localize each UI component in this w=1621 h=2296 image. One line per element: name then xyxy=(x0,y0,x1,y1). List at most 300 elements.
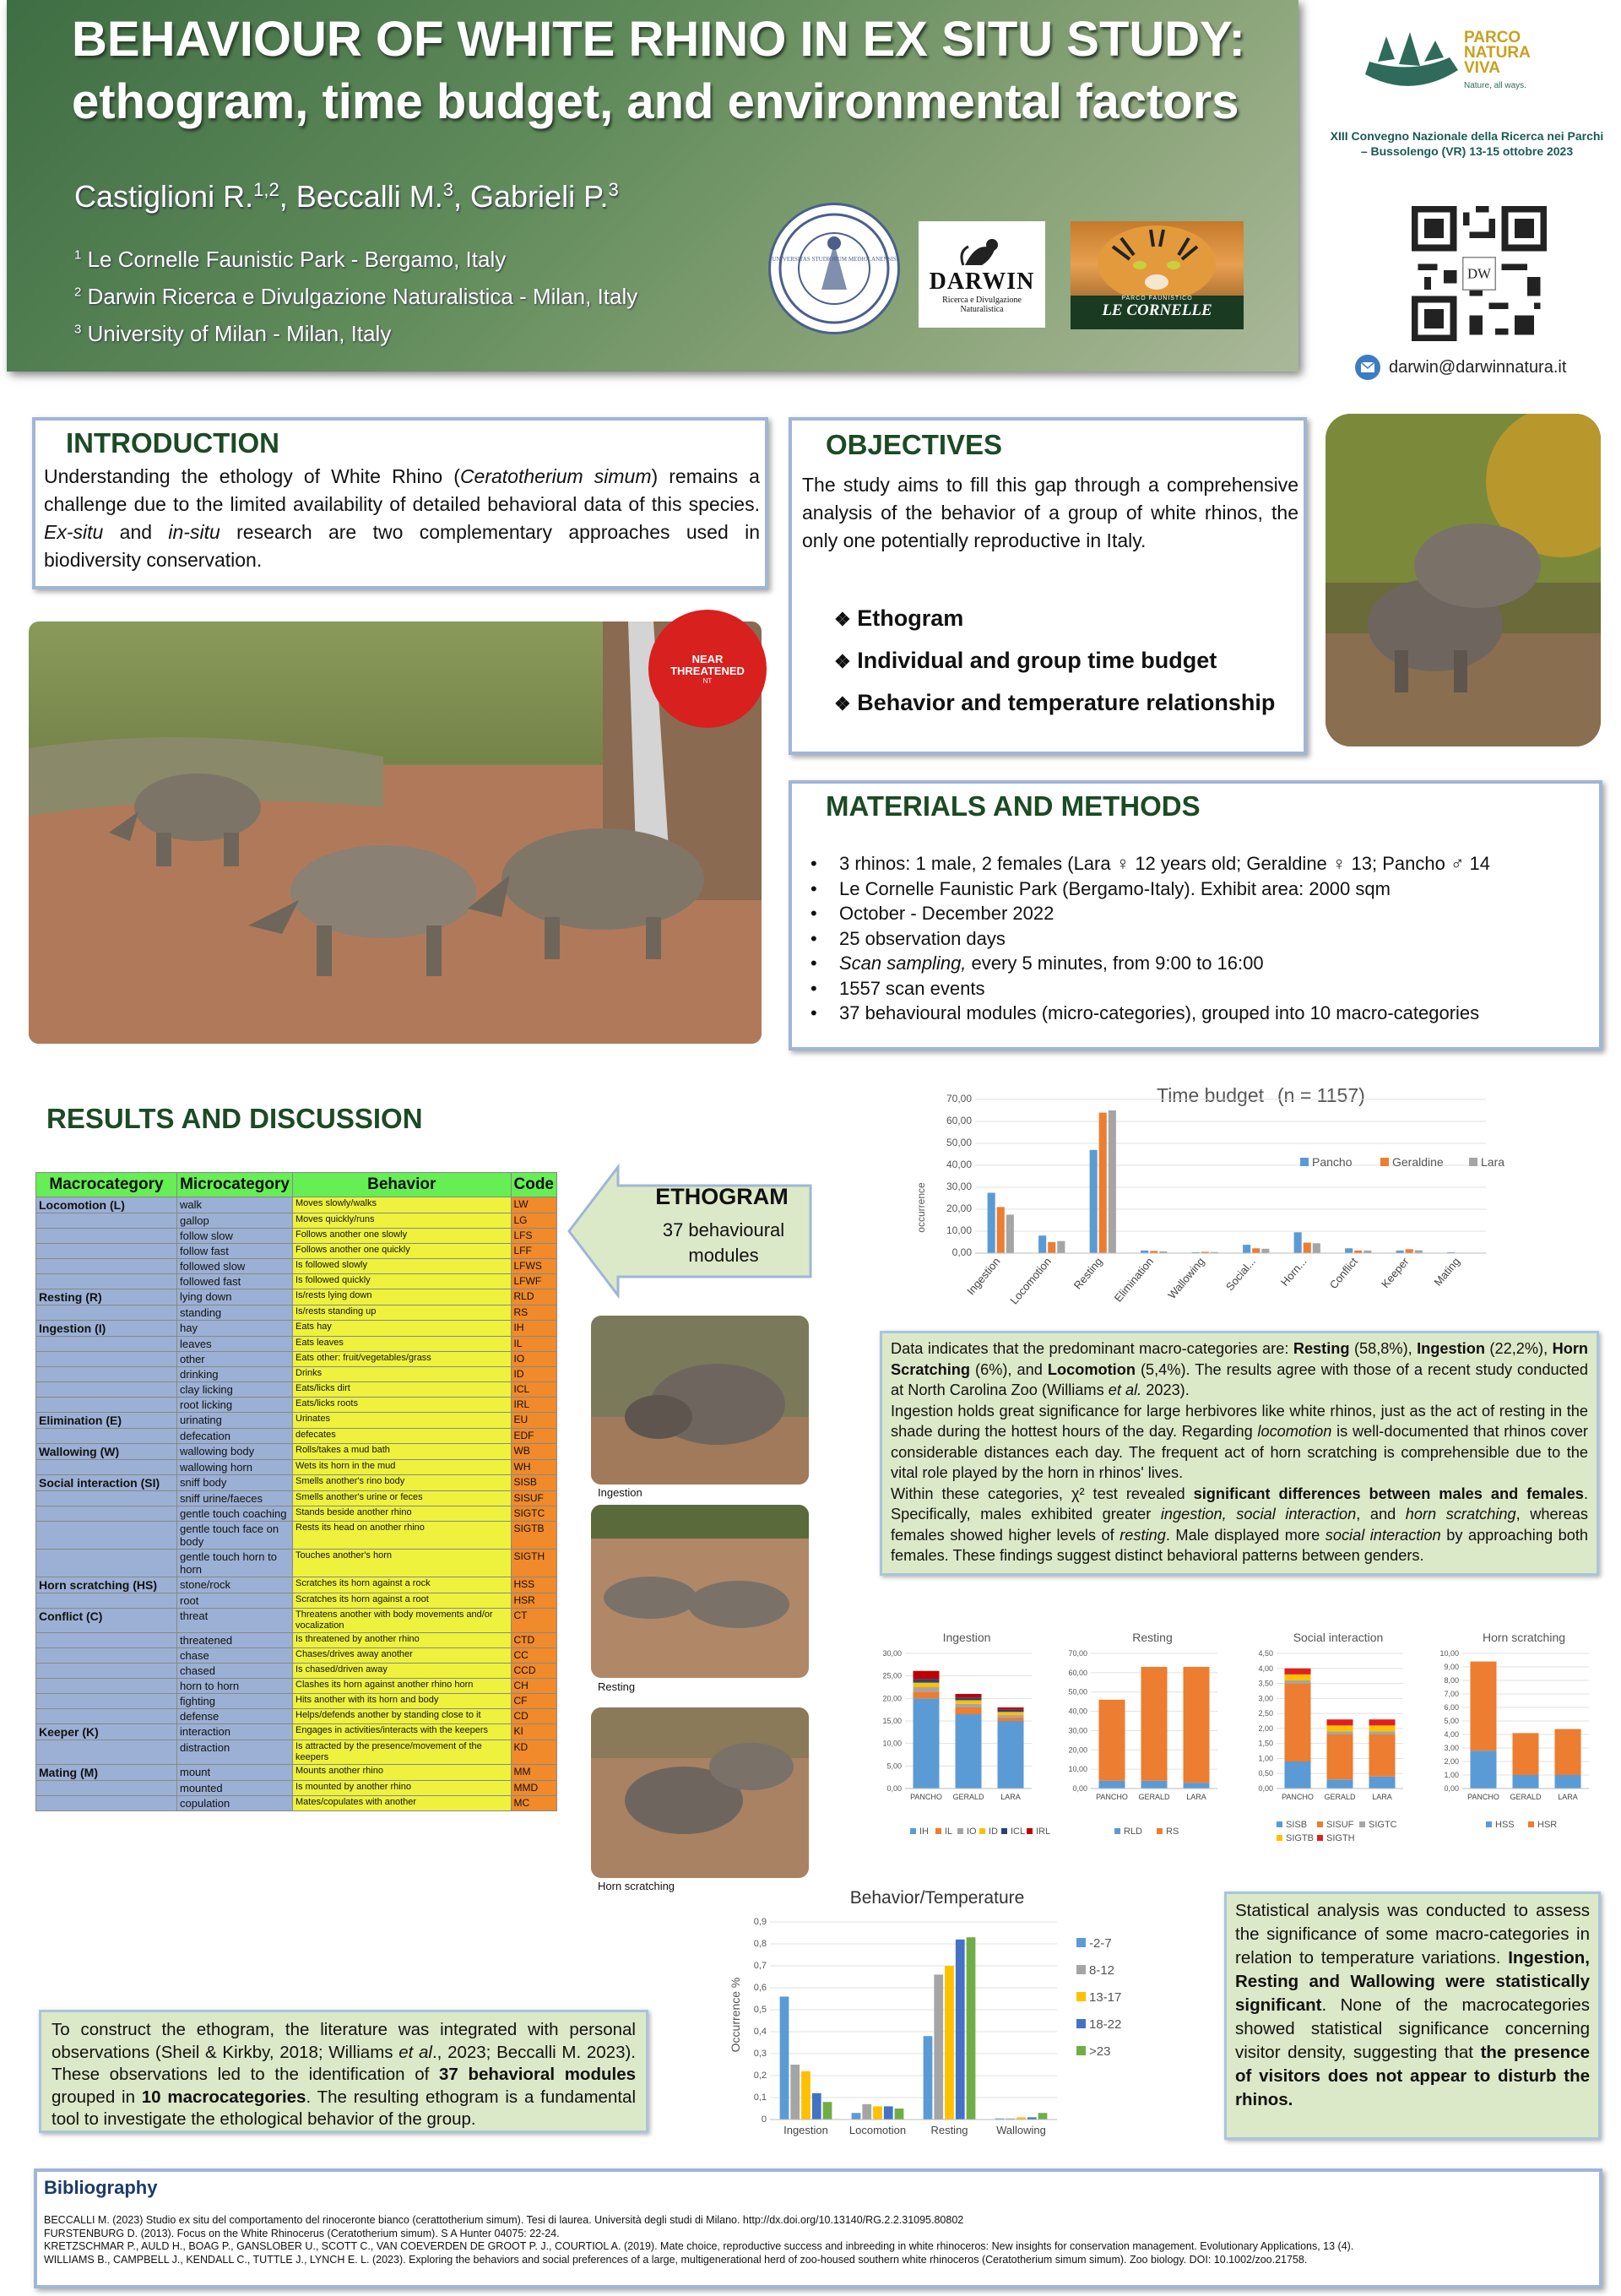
legend-swatch xyxy=(910,1828,916,1834)
bar->23 xyxy=(967,1937,976,2120)
bar-RLD xyxy=(1141,1781,1168,1788)
y-tick-label: 0,2 xyxy=(753,2071,767,2081)
poster-title xyxy=(72,8,1296,133)
ethogram-behavior-cell: Drinks xyxy=(293,1367,512,1382)
ethogram-code-cell: WH xyxy=(511,1460,557,1475)
ethogram-code-cell: KD xyxy=(511,1740,557,1765)
ethogram-row xyxy=(36,1796,557,1811)
legend-label: 13-17 xyxy=(1089,1990,1122,2005)
results-paragraph-3: Within these categories, χ² test revealed significant differences between males and females. Specifically, males exhibited greater ingestion, social interaction, and horn scratching, whereas females showed higher levels of resting. Male displayed more social interaction by approaching both females. These findings suggest distinct behavioral patterns between genders. xyxy=(891,1485,1588,1564)
y-tick-label: 2,00 xyxy=(1258,1723,1273,1733)
objectives-list xyxy=(834,598,1275,725)
legend-swatch xyxy=(1157,1828,1163,1834)
ethogram-micro-cell: copulation xyxy=(177,1796,293,1811)
ethogram-code-cell: CT xyxy=(511,1609,557,1633)
x-tick-label: Keeper xyxy=(1379,1255,1412,1291)
ethogram-micro-cell: other xyxy=(177,1352,293,1367)
ethogram-micro-cell: walk xyxy=(177,1197,293,1213)
ethogram-row xyxy=(36,1229,557,1244)
y-tick-label: 3,50 xyxy=(1258,1679,1273,1688)
parco-natura-viva-logo xyxy=(1361,24,1564,108)
ethogram-macro-cell xyxy=(36,1694,177,1709)
ethogram-code-cell: SIGTC xyxy=(511,1506,557,1522)
legend-swatch xyxy=(957,1828,963,1834)
ethogram-micro-cell: followed slow xyxy=(177,1259,293,1274)
ethogram-row xyxy=(36,1664,557,1679)
ethogram-macro-cell xyxy=(36,1796,177,1811)
ethogram-code-cell: SIGTB xyxy=(511,1522,557,1550)
ethogram-micro-cell: gentle touch face on body xyxy=(177,1522,293,1550)
ethogram-row xyxy=(36,1593,557,1609)
x-tick-label: PANCHO xyxy=(1282,1793,1314,1801)
title-line-2: ethogram, time budget, and environmental factors xyxy=(72,74,1239,129)
small-chart-title: Resting xyxy=(1132,1631,1173,1644)
y-tick-label: 70,00 xyxy=(946,1093,972,1105)
ethogram-behavior-cell: Mounts another rhino xyxy=(293,1765,512,1781)
bar-IL xyxy=(998,1718,1024,1721)
ethogram-code-cell: LFF xyxy=(511,1244,557,1259)
ethogram-micro-cell: root xyxy=(177,1593,293,1609)
bar-Lara xyxy=(1057,1241,1065,1253)
ethogram-micro-cell: follow slow xyxy=(177,1229,293,1244)
bar-Pancho xyxy=(988,1193,995,1254)
y-tick-label: 0,00 xyxy=(1258,1784,1273,1793)
bibliography-entry: KRETZSCHMAR P., AULD H., BOAG P., GANSLOBER U., SCOTT C., VAN COEVERDEN DE GROOT P. J., COURTIOL A. (2019). Mate choice, reproductive success and inbreeding in white rhinoceros: New insights for conservation management. Evolutionary Applications, 13 (4). xyxy=(44,2240,1354,2252)
y-tick-label: 4,00 xyxy=(1444,1730,1459,1739)
ethogram-header: Code xyxy=(511,1173,557,1197)
parco-tagline: Nature, all ways. xyxy=(1464,81,1526,90)
legend-label: 8-12 xyxy=(1089,1963,1115,1978)
methods-item: • 25 observation days xyxy=(810,926,1596,952)
legend-swatch xyxy=(1277,1835,1282,1841)
x-tick-label: Conflict xyxy=(1326,1255,1361,1292)
ethogram-micro-cell: chase xyxy=(177,1648,293,1664)
resting-chart xyxy=(1055,1628,1241,1856)
ethogram-row xyxy=(36,1413,557,1429)
unimi-logo xyxy=(768,203,900,334)
legend-label: >23 xyxy=(1089,2044,1111,2059)
bar-13-17 xyxy=(801,2071,810,2120)
y-tick-label: 0 xyxy=(761,2114,767,2125)
ethogram-code-cell: ID xyxy=(511,1367,557,1382)
ethogram-micro-cell: urinating xyxy=(177,1413,293,1429)
legend-swatch xyxy=(1076,2019,1086,2028)
y-tick-label: 50,00 xyxy=(1068,1687,1087,1696)
x-tick-label: LARA xyxy=(1186,1793,1206,1801)
mating-photo-image xyxy=(1326,414,1601,746)
ethogram-code-cell: ICL xyxy=(511,1382,557,1398)
ethogram-macro-cell: Keeper (K) xyxy=(36,1724,177,1740)
legend-label: Pancho xyxy=(1312,1155,1353,1169)
y-tick-label: 10,00 xyxy=(882,1739,902,1748)
qr-code[interactable] xyxy=(1412,206,1547,341)
ethogram-behavior-cell: Engages in activities/interacts with the keepers xyxy=(293,1724,512,1740)
behavior-temperature-chart xyxy=(726,1880,1199,2158)
ingestion-chart xyxy=(870,1628,1055,1856)
bibliography-title: Bibliography xyxy=(44,2177,158,2198)
ethogram-code-cell: MMD xyxy=(511,1781,557,1796)
x-tick-label: Wallowing xyxy=(996,2124,1046,2136)
y-tick-label: 0,3 xyxy=(753,2049,767,2059)
ethogram-code-cell: CCD xyxy=(511,1664,557,1679)
results-paragraph-1: Data indicates that the predominant macro-categories are: Resting (58,8%), Ingestion (22,2%), Horn Scratching (6%), and Locomotion (5,4%). The results agree with those of a recent study conducted at North Carolina Zoo (Williams et al. 2023). xyxy=(891,1340,1589,1398)
legend-swatch xyxy=(1300,1158,1309,1166)
ethogram-macro-cell xyxy=(36,1522,177,1550)
x-tick-label: GERALD xyxy=(1324,1793,1356,1801)
bar->23 xyxy=(823,2102,832,2120)
ethogram-row xyxy=(36,1337,557,1352)
ethogram-code-cell: IL xyxy=(511,1337,557,1352)
iucn-badge xyxy=(648,610,767,728)
bar-IH xyxy=(998,1721,1024,1788)
y-tick-label: 10,00 xyxy=(946,1224,972,1236)
bar-SIGTC xyxy=(1327,1731,1353,1734)
temp-chart-title: Behavior/Temperature xyxy=(849,1888,1025,1908)
author-name: Castiglioni R. xyxy=(74,179,254,214)
ethogram-macro-cell xyxy=(36,1460,177,1475)
ethogram-code-cell: KI xyxy=(511,1724,557,1740)
ethogram-macro-cell: Conflict (C) xyxy=(36,1609,177,1633)
ethogram-behavior-cell: Scratches its horn against a root xyxy=(293,1593,512,1609)
bar-SISUF xyxy=(1327,1734,1353,1779)
ethogram-code-cell: IRL xyxy=(511,1398,557,1413)
bar--2-7 xyxy=(924,2036,933,2120)
y-tick-label: 10,00 xyxy=(1068,1765,1087,1774)
ethogram-behavior-cell: Mates/copulates with another xyxy=(293,1796,512,1811)
results-text-box xyxy=(880,1331,1599,1576)
darwin-logo xyxy=(919,221,1045,328)
mating-rhinos-photo xyxy=(1326,414,1601,746)
bar-SISB xyxy=(1285,1761,1311,1788)
bar-IRL xyxy=(998,1707,1024,1710)
methods-list xyxy=(810,851,1596,1026)
methods-item: • Le Cornelle Faunistic Park (Bergamo-Italy). Exhibit area: 2000 sqm xyxy=(810,877,1596,902)
bar-Geraldine xyxy=(1406,1249,1413,1253)
email-icon xyxy=(1355,355,1380,380)
bar-8-12 xyxy=(934,1974,943,2120)
ingestion-caption: Ingestion xyxy=(598,1486,642,1499)
y-tick-label: 30,00 xyxy=(882,1649,902,1658)
legend-swatch xyxy=(1380,1158,1389,1166)
legend-swatch xyxy=(1528,1821,1534,1827)
title-line-1: BEHAVIOUR OF WHITE RHINO IN EX SITU STUDY: xyxy=(72,12,1245,67)
introduction-title: INTRODUCTION xyxy=(66,427,279,459)
ethogram-behavior-cell: Follows another one quickly xyxy=(293,1244,512,1259)
ethogram-micro-cell: drinking xyxy=(177,1367,293,1382)
ethogram-behavior-cell: Is mounted by another rhino xyxy=(293,1781,512,1796)
y-tick-label: 2,00 xyxy=(1444,1757,1459,1766)
ethogram-macro-cell xyxy=(36,1506,177,1522)
ethogram-micro-cell: followed fast xyxy=(177,1274,293,1289)
ethogram-micro-cell: clay licking xyxy=(177,1382,293,1398)
ethogram-arrow xyxy=(567,1164,812,1299)
ethogram-behavior-cell: Eats other: fruit/vegetables/grass xyxy=(293,1352,512,1367)
ethogram-macro-cell: Locomotion (L) xyxy=(36,1197,177,1213)
ethogram-macro-cell: Resting (R) xyxy=(36,1289,177,1305)
diamond-bullet-icon: ❖ xyxy=(834,609,851,630)
ethogram-micro-cell: horn to horn xyxy=(177,1679,293,1694)
objectives-box xyxy=(789,417,1307,755)
legend-swatch xyxy=(1076,2046,1086,2055)
ethogram-behavior-cell: Is followed slowly xyxy=(293,1259,512,1274)
ethogram-behavior-cell: Is followed quickly xyxy=(293,1274,512,1289)
resting-photo-image xyxy=(591,1505,809,1678)
ethogram-behavior-cell: Rests its head on another rhino xyxy=(293,1522,512,1550)
objectives-title: OBJECTIVES xyxy=(826,429,1003,460)
author-sup: 3 xyxy=(608,179,619,200)
bar-Geraldine xyxy=(1252,1248,1260,1253)
bar-Pancho xyxy=(1345,1248,1353,1253)
ethogram-row xyxy=(36,1367,557,1382)
ethogram-micro-cell: follow fast xyxy=(177,1244,293,1259)
ethogram-micro-cell: leaves xyxy=(177,1337,293,1352)
ethogram-row xyxy=(36,1475,557,1491)
ethogram-row xyxy=(36,1724,557,1740)
ethogram-micro-cell: gentle touch horn to horn xyxy=(177,1550,293,1577)
ethogram-code-cell: IO xyxy=(511,1352,557,1367)
x-tick-label: GERALD xyxy=(1138,1793,1170,1801)
x-tick-label: Ingestion xyxy=(964,1255,1003,1298)
legend-label: IRL xyxy=(1036,1826,1051,1837)
methods-item-scan: • Scan sampling, every 5 minutes, from 9:00 to 16:00 xyxy=(810,951,1596,976)
x-tick-label: PANCHO xyxy=(1467,1793,1499,1801)
author-separator: , xyxy=(279,179,296,214)
ethogram-macro-cell: Mating (M) xyxy=(36,1765,177,1781)
ethogram-row xyxy=(36,1709,557,1724)
ethogram-behavior-cell: Is threatened by another rhino xyxy=(293,1633,512,1648)
bar-Geraldine xyxy=(997,1207,1005,1253)
objective-item: ❖ Individual and group time budget xyxy=(834,648,1217,673)
bar-ICL xyxy=(956,1697,982,1700)
y-tick-label: 0,00 xyxy=(1072,1784,1087,1793)
svg-text:DW: DW xyxy=(1467,265,1491,282)
y-tick-label: 50,00 xyxy=(946,1137,972,1148)
bar-SIGTC xyxy=(1285,1680,1311,1684)
unimi-seal-icon xyxy=(775,209,893,328)
y-tick-label: 40,00 xyxy=(946,1159,972,1170)
legend-label: HSR xyxy=(1537,1820,1558,1830)
cornelle-big-text: LE CORNELLE xyxy=(1102,301,1212,319)
ethogram-macro-cell xyxy=(36,1352,177,1367)
y-tick-label: 5,00 xyxy=(886,1761,902,1771)
ethogram-row xyxy=(36,1648,557,1664)
ethogram-row xyxy=(36,1244,557,1259)
ethogram-behavior-cell: Urinates xyxy=(293,1413,512,1429)
bibliography-entry: WILLIAMS B., CAMPBELL J., KENDALL C., TUTTLE J., LYNCH E. L. (2023). Exploring the behaviors and social preferences of a large, multigenerational herd of zoo-housed southern white rhinoceros (Ceratotherium simum simum). Zoo biology. DOI: 10.1002/zoo.21758. xyxy=(44,2253,1308,2266)
ethogram-behavior-cell: Is attracted by the presence/movement of the keepers xyxy=(293,1740,512,1765)
diamond-bullet-icon: ❖ xyxy=(834,693,851,714)
bar-Pancho xyxy=(1090,1150,1098,1253)
bar-HSR xyxy=(1471,1662,1497,1751)
le-cornelle-logo xyxy=(1071,221,1244,329)
ethogram-row xyxy=(36,1352,557,1367)
legend-swatch xyxy=(935,1828,941,1834)
ethogram-macro-cell xyxy=(36,1398,177,1413)
ethogram-behavior-cell: Eats/licks dirt xyxy=(293,1382,512,1398)
objective-item: ❖ Ethogram xyxy=(834,605,964,631)
legend-label: Lara xyxy=(1481,1155,1505,1169)
legend-swatch xyxy=(1469,1158,1477,1166)
y-tick-label: 1,00 xyxy=(1258,1754,1273,1763)
bar->23 xyxy=(895,2109,904,2120)
ethogram-micro-cell: lying down xyxy=(177,1289,293,1305)
methods-box xyxy=(789,780,1602,1050)
y-tick-label: 60,00 xyxy=(1068,1668,1087,1677)
x-tick-label: LARA xyxy=(1558,1793,1578,1801)
ethogram-row xyxy=(36,1694,557,1709)
bibliography-list xyxy=(44,2214,1592,2266)
le-cornelle-label xyxy=(1071,296,1244,329)
ethogram-code-cell: MM xyxy=(511,1765,557,1781)
x-tick-label: Wallowing xyxy=(1165,1255,1207,1301)
y-tick-label: 7,00 xyxy=(1444,1690,1459,1698)
y-tick-label: 8,00 xyxy=(1444,1676,1459,1685)
legend-swatch xyxy=(1359,1821,1365,1827)
y-tick-label: 20,00 xyxy=(882,1694,902,1703)
bar-Lara xyxy=(1109,1110,1116,1253)
ethogram-text-box: To construct the ethogram, the literature was integrated with personal observations (Sheil & Kirkby, 2018; Williams et al., 2023; Beccalli M. 2023). These observations led to the identification of 37 behavioral modules grouped in 10 macrocategories. The resulting ethogram is a fundamental tool to investigate the ethological behavior of the group. xyxy=(39,2010,648,2133)
x-tick-label: PANCHO xyxy=(910,1793,942,1801)
ethogram-micro-cell: gallop xyxy=(177,1213,293,1229)
ethogram-arrow-title: ETHOGRAM xyxy=(655,1184,789,1209)
ethogram-macro-cell xyxy=(36,1679,177,1694)
bar-HSR xyxy=(1513,1733,1539,1775)
bar->23 xyxy=(1038,2113,1048,2120)
ethogram-macro-cell xyxy=(36,1382,177,1398)
ethogram-macro-cell: Elimination (E) xyxy=(36,1413,177,1429)
y-tick-label: 5,00 xyxy=(1444,1717,1459,1725)
bar-HSS xyxy=(1471,1750,1497,1788)
social-interaction-chart xyxy=(1241,1628,1427,1856)
y-tick-label: 0,7 xyxy=(753,1961,767,1971)
bar-13-17 xyxy=(945,1966,954,2120)
ethogram-macro-cell xyxy=(36,1781,177,1796)
bar-SISB xyxy=(1369,1777,1396,1788)
ethogram-micro-cell: interaction xyxy=(177,1724,293,1740)
small-chart-title: Social interaction xyxy=(1293,1631,1384,1644)
ethogram-code-cell: HSS xyxy=(511,1577,557,1593)
legend-label: IL xyxy=(945,1826,953,1837)
ethogram-row xyxy=(36,1382,557,1398)
bar-IRL xyxy=(956,1694,982,1697)
bar-RS xyxy=(1099,1700,1125,1781)
ethogram-row xyxy=(36,1197,557,1213)
y-tick-label: 20,00 xyxy=(1068,1745,1087,1755)
ethogram-micro-cell: defense xyxy=(177,1709,293,1724)
x-tick-label: Resting xyxy=(930,2124,968,2136)
ethogram-code-cell: CTD xyxy=(511,1633,557,1648)
ethogram-macro-cell xyxy=(36,1229,177,1244)
ethogram-micro-cell: root licking xyxy=(177,1398,293,1413)
ethogram-behavior-cell: Smells another's urine or feces xyxy=(293,1491,512,1506)
horn-scratching-chart xyxy=(1427,1628,1613,1856)
methods-item: • 1557 scan events xyxy=(810,976,1596,1001)
author-separator: , xyxy=(453,179,471,214)
legend-label: SISB xyxy=(1286,1820,1308,1830)
ethogram-code-cell: EDF xyxy=(511,1429,557,1444)
temp-chart-ylabel: Occurrence % xyxy=(729,1977,742,2053)
y-tick-label: 0,00 xyxy=(886,1784,902,1793)
bar-SIGTB xyxy=(1327,1725,1353,1731)
ethogram-row xyxy=(36,1460,557,1475)
ethogram-row xyxy=(36,1305,557,1321)
ethogram-macro-cell: Wallowing (W) xyxy=(36,1444,177,1460)
ethogram-row xyxy=(36,1781,557,1796)
legend-swatch xyxy=(1076,1938,1086,1947)
ethogram-macro-cell: Horn scratching (HS) xyxy=(36,1577,177,1593)
qr-code-icon xyxy=(1412,206,1547,341)
ethogram-code-cell: HSR xyxy=(511,1593,557,1609)
ethogram-micro-cell: threat xyxy=(177,1609,293,1633)
bar-ID xyxy=(956,1700,982,1703)
ethogram-header: Microcategory xyxy=(177,1173,293,1197)
ethogram-code-cell: LFS xyxy=(511,1229,557,1244)
ethogram-behavior-cell: Eats leaves xyxy=(293,1337,512,1352)
small-chart-title: Horn scratching xyxy=(1482,1631,1566,1644)
legend-label: SISUF xyxy=(1326,1820,1354,1830)
bar-IL xyxy=(956,1707,982,1714)
bar-ID xyxy=(914,1683,940,1687)
ethogram-behavior-cell: Chases/drives away another xyxy=(293,1648,512,1664)
ethogram-micro-cell: wallowing body xyxy=(177,1444,293,1460)
ethogram-code-cell: CH xyxy=(511,1679,557,1694)
legend-swatch xyxy=(979,1828,985,1834)
ethogram-code-cell: IH xyxy=(511,1321,557,1337)
y-tick-label: 0,50 xyxy=(1258,1769,1273,1778)
ark-icon xyxy=(1361,24,1462,100)
legend-swatch xyxy=(1076,1965,1086,1974)
ethogram-micro-cell: mounted xyxy=(177,1781,293,1796)
ethogram-macro-cell xyxy=(36,1648,177,1664)
contact-email[interactable]: darwin@darwinnatura.it xyxy=(1389,358,1567,377)
affiliation-2: $^2$ Darwin Ricerca e Divulgazione Naturalistica - Milan, Italy xyxy=(74,284,638,309)
ethogram-behavior-cell: defecates xyxy=(293,1429,512,1444)
iucn-line1: NEAR xyxy=(691,653,724,665)
resting-caption: Resting xyxy=(598,1680,636,1693)
ethogram-behavior-cell: Is chased/driven away xyxy=(293,1664,512,1679)
ethogram-macro-cell xyxy=(36,1550,177,1577)
methods-title: MATERIALS AND METHODS xyxy=(826,790,1201,822)
bar-HSS xyxy=(1555,1775,1581,1788)
legend-label: SIGTB xyxy=(1286,1833,1315,1843)
x-tick-label: Mating xyxy=(1431,1255,1463,1289)
bibliography-entry: BECCALLI M. (2023) Studio ex situ del comportamento del rinoceronte bianco (cerattotherium simum). Tesi di laurea. Università degli studi di Milano. http://dx.doi.org/10.13140/RG.2.2.31095.80802 xyxy=(44,2214,964,2226)
x-tick-label: Elimination xyxy=(1111,1255,1157,1305)
ethogram-row xyxy=(36,1321,557,1337)
ethogram-code-cell: LW xyxy=(511,1197,557,1213)
y-tick-label: 0,5 xyxy=(753,2005,767,2015)
y-tick-label: 0,4 xyxy=(753,2027,767,2037)
darwin-logo-text: DARWIN xyxy=(929,269,1035,295)
introduction-text: Understanding the ethology of White Rhino (Ceratotherium simum) remains a challenge due to the limited availability of detailed behavioral data of this species. Ex-situ and in-situ research are two complementary approaches used in biodiversity conservation. xyxy=(44,465,761,571)
legend-swatch xyxy=(1114,1828,1120,1834)
ethogram-code-cell: LFWF xyxy=(511,1274,557,1289)
x-tick-label: GERALD xyxy=(1510,1793,1542,1801)
iucn-code: NT xyxy=(702,677,713,685)
bar-8-12 xyxy=(862,2104,871,2120)
ethogram-code-cell: RLD xyxy=(511,1289,557,1305)
methods-item: • October - December 2022 xyxy=(810,901,1596,926)
x-tick-label: Resting xyxy=(1071,1255,1105,1292)
ethogram-row xyxy=(36,1765,557,1781)
ethogram-header: Macrocategory xyxy=(36,1173,177,1197)
horn-photo-image xyxy=(591,1707,809,1878)
bar-RLD xyxy=(1184,1783,1210,1788)
bar-SIGTB xyxy=(1369,1725,1396,1731)
ethogram-micro-cell: defecation xyxy=(177,1429,293,1444)
ethogram-code-cell: LFWS xyxy=(511,1259,557,1274)
ethogram-row xyxy=(36,1289,557,1305)
